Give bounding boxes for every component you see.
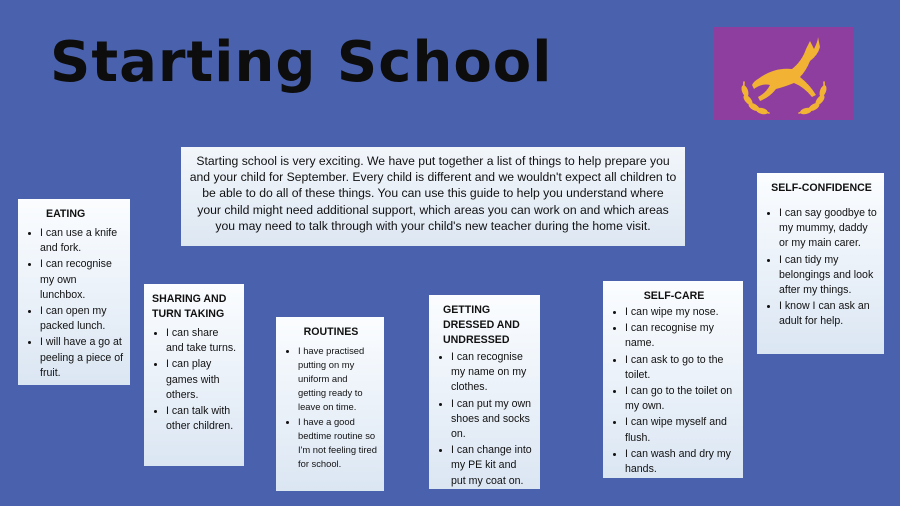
list-item: • I can go to the toilet on my own. (625, 384, 737, 414)
skill-list (26, 226, 124, 381)
list-item: • I can ask to go to the toilet. (625, 353, 737, 383)
school-logo (714, 27, 854, 120)
list-item: • I can recognise my own lunchbox. (40, 257, 124, 303)
page-title: Starting School (50, 30, 553, 95)
list-item: • I will have a go at peeling a piece of fruit. (40, 335, 124, 381)
card-heading: SHARING AND TURN TAKING (152, 293, 227, 320)
getting-dressed-card (429, 295, 540, 489)
list-item: • I have practised putting on my uniform and getting ready to leave on time. (298, 344, 378, 414)
list-item: • I can open my packed lunch. (40, 304, 124, 334)
skill-list (765, 206, 878, 330)
skill-list (437, 350, 534, 489)
self-confidence-card (757, 173, 884, 354)
card-heading: SELF-CARE (643, 290, 705, 302)
list-item: • I can wipe myself and flush. (625, 415, 737, 445)
intro-text: Starting school is very exciting. We have put together a list of things to help prepare you and your child for September. Every child is different and we wouldn't expect all children to be able to do all of these things. You can use this guide to help you understand where your child might need additional support, which areas you can work on and which areas you may need to talk through with your child's new teacher during the home visit. (181, 147, 685, 246)
skill-list (611, 305, 737, 477)
list-item: • I can recognise my name on my clothes. (451, 350, 534, 396)
eating-card (18, 199, 130, 385)
card-heading: EATING (46, 208, 86, 220)
list-item: • I can say goodbye to my mummy, daddy or my main carer. (779, 206, 878, 252)
self-care-card (603, 281, 743, 478)
list-item: • I know I can ask an adult for help. (779, 299, 878, 329)
list-item: • I can share and take turns. (166, 326, 238, 356)
list-item: • I can play games with others. (166, 357, 238, 403)
list-item: • I can use a knife and fork. (40, 226, 124, 256)
list-item: • I can tidy my belongings and look after my things. (779, 253, 878, 299)
list-item: • I have a good bedtime routine so I'm not feeling tired for school. (298, 415, 378, 471)
list-item: • I can wipe my nose. (625, 305, 737, 320)
card-heading: GETTING DRESSED AND UNDRESSED (443, 304, 520, 346)
sharing-card (144, 284, 244, 466)
list-item: • I can change into my PE kit and put my coat on. (451, 443, 534, 489)
list-item: • I can talk with other children. (166, 404, 238, 434)
routines-card (276, 317, 384, 491)
list-item: • I can recognise my name. (625, 321, 737, 351)
list-item: • I can put my own shoes and socks on. (451, 397, 534, 443)
skill-list (152, 326, 238, 434)
skill-list (284, 344, 378, 471)
leaping-deer-wreath-icon (714, 27, 854, 120)
card-heading: SELF-CONFIDENCE (771, 182, 872, 194)
list-item: • I can wash and dry my hands. (625, 447, 737, 477)
card-heading: ROUTINES (303, 326, 359, 338)
